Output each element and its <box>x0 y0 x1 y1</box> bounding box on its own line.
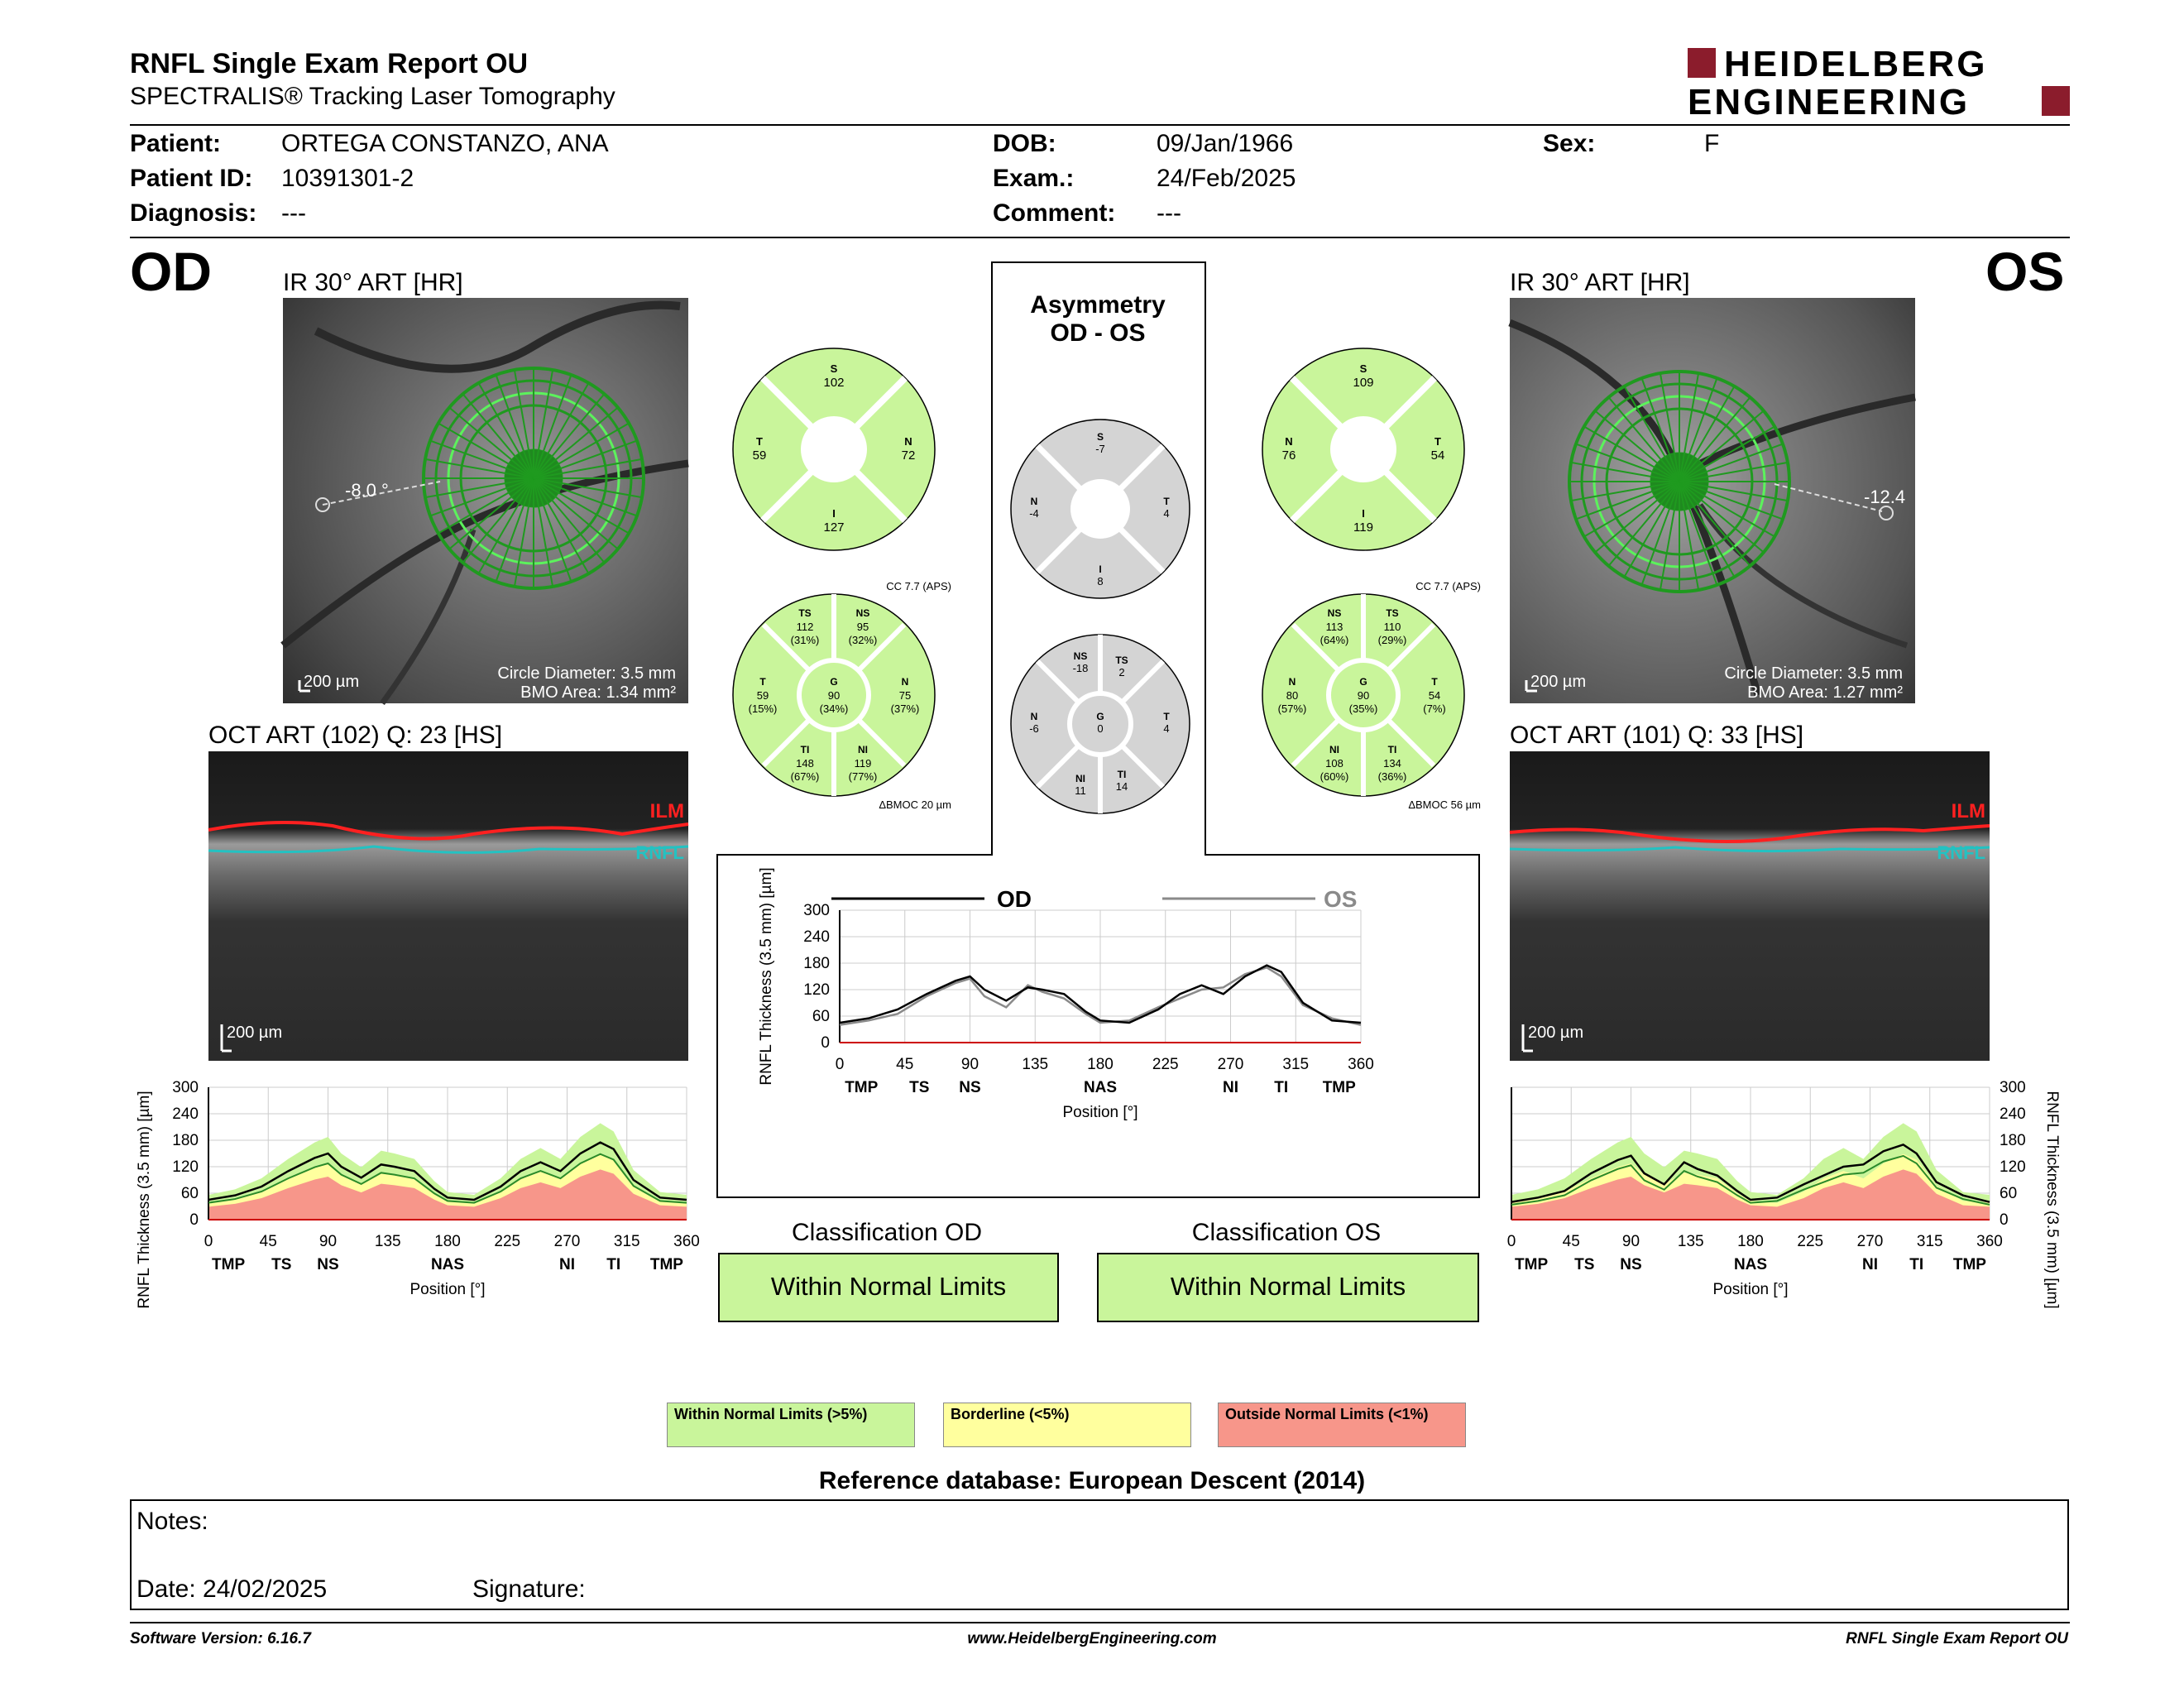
x-axis-label: Position [°] <box>410 1281 486 1298</box>
os-ilm-label: ILM <box>1951 800 1985 822</box>
svg-text:G: G <box>830 676 838 688</box>
notes-label: Notes: <box>136 1508 208 1535</box>
x-tick-label: 270 <box>553 1233 581 1250</box>
x-tick-label: 180 <box>1737 1233 1764 1250</box>
os-bmo-area: BMO Area: 1.27 mm² <box>1747 683 1903 702</box>
asym-sector6-circle <box>1011 635 1190 813</box>
x-tick-label: 45 <box>1562 1233 1580 1250</box>
svg-text:N: N <box>1030 496 1038 507</box>
sector-label: TI <box>606 1256 621 1273</box>
os-thickness-chart <box>1502 1067 2064 1316</box>
svg-text:108: 108 <box>1325 757 1343 770</box>
svg-text:(7%): (7%) <box>1423 703 1446 715</box>
os-angle: -12.4 <box>1864 487 1906 507</box>
svg-text:NI: NI <box>1329 744 1339 755</box>
svg-text:90: 90 <box>1357 689 1370 702</box>
x-tick-label: 315 <box>1282 1056 1310 1073</box>
y-tick-label: 240 <box>803 928 830 946</box>
svg-text:N: N <box>1285 435 1293 448</box>
classification-od-box: Within Normal Limits <box>718 1253 1059 1322</box>
svg-text:G: G <box>1096 711 1104 722</box>
reference-database: Reference database: European Descent (2014) <box>818 1467 1366 1494</box>
od-ir-overlay <box>283 298 688 703</box>
x-tick-label: 315 <box>1916 1233 1943 1250</box>
os-rnfl-label: RNFL <box>1937 842 1985 863</box>
os-oct-title: OCT ART (101) Q: 33 [HS] <box>1510 722 1804 749</box>
x-tick-label: 225 <box>1152 1056 1179 1073</box>
sector-label: NAS <box>1083 1079 1118 1096</box>
od-rnfl-label: RNFL <box>635 842 684 863</box>
sector-label: NI <box>1223 1079 1238 1096</box>
y-tick-label: 0 <box>821 1034 830 1052</box>
sector-label: NI <box>1862 1256 1878 1273</box>
svg-text:(77%): (77%) <box>848 770 878 783</box>
od-s4-s: 102 <box>823 376 845 390</box>
dob-label: DOB: <box>993 130 1056 157</box>
svg-text:(37%): (37%) <box>890 703 920 715</box>
svg-text:90: 90 <box>827 689 841 702</box>
x-tick-label: 180 <box>434 1233 461 1250</box>
sector-label: TS <box>1574 1256 1595 1273</box>
patient-id: 10391301-2 <box>281 165 414 192</box>
svg-text:14: 14 <box>1115 780 1128 793</box>
svg-text:54: 54 <box>1430 448 1445 463</box>
svg-text:(15%): (15%) <box>748 703 778 715</box>
diagnosis-label: Diagnosis: <box>130 199 257 227</box>
svg-text:75: 75 <box>898 689 912 702</box>
svg-text:(34%): (34%) <box>819 703 849 715</box>
website: www.HeidelbergEngineering.com <box>967 1630 1217 1647</box>
sector-label: TI <box>1274 1079 1289 1096</box>
svg-text:I: I <box>1099 563 1102 575</box>
classification-od-title: Classification OD <box>791 1219 983 1246</box>
svg-text:I: I <box>1362 507 1365 520</box>
svg-text:T: T <box>756 435 763 448</box>
x-tick-label: 90 <box>318 1233 338 1250</box>
od-eye-label: OD <box>130 241 212 302</box>
svg-text:54: 54 <box>1428 689 1441 702</box>
legend-wnl: Within Normal Limits (>5%) <box>667 1403 915 1447</box>
od-s4-i: 127 <box>823 520 845 535</box>
svg-text:113: 113 <box>1325 621 1343 633</box>
svg-text:TI: TI <box>1117 769 1127 780</box>
svg-text:T: T <box>1163 496 1170 507</box>
od-s4-t: 59 <box>752 448 767 463</box>
svg-text:(67%): (67%) <box>790 770 820 783</box>
x-tick-label: 360 <box>673 1233 700 1250</box>
y-tick-label: 240 <box>172 1105 199 1123</box>
x-tick-label: 135 <box>374 1233 401 1250</box>
diagnosis-value: --- <box>281 199 306 227</box>
svg-text:(36%): (36%) <box>1377 770 1407 783</box>
od-ilm-label: ILM <box>649 800 684 822</box>
asymmetry-title-1: Asymmetry <box>1030 291 1166 319</box>
svg-text:S: S <box>1096 431 1104 443</box>
report-name-footer: RNFL Single Exam Report OU <box>1846 1630 2068 1647</box>
svg-text:TS: TS <box>1115 655 1128 666</box>
od-cc: CC 7.7 (APS) <box>886 580 951 592</box>
y-tick-label: 300 <box>172 1079 199 1096</box>
svg-text:-7: -7 <box>1095 443 1105 455</box>
x-tick-label: 225 <box>494 1233 521 1250</box>
asym-sector4-circle <box>1011 420 1190 598</box>
svg-text:T: T <box>759 676 766 688</box>
od-angle: -8.0 ° <box>345 480 389 501</box>
os-circle-diameter: Circle Diameter: 3.5 mm <box>1724 664 1903 683</box>
x-tick-label: 315 <box>613 1233 640 1250</box>
od-ir-title: IR 30° ART [HR] <box>283 269 463 296</box>
footer-divider <box>130 1622 2070 1623</box>
svg-text:(29%): (29%) <box>1377 634 1407 646</box>
y-tick-label: 120 <box>172 1158 199 1176</box>
y-tick-label: 120 <box>2000 1158 2026 1176</box>
os-ir-overlay <box>1510 298 1915 703</box>
os-oct-image <box>1510 751 1990 1061</box>
sector-label: NS <box>959 1079 981 1096</box>
sex-label: Sex: <box>1543 130 1596 157</box>
x-tick-label: 0 <box>204 1233 213 1250</box>
svg-text:N: N <box>904 435 912 448</box>
svg-text:TI: TI <box>800 744 810 755</box>
svg-text:NI: NI <box>858 744 868 755</box>
svg-text:S: S <box>1359 362 1367 375</box>
od-ir-scale: 200 µm <box>304 673 360 691</box>
od-s4-n: 72 <box>901 448 916 463</box>
os-cc: CC 7.7 (APS) <box>1415 580 1481 592</box>
comment-value: --- <box>1157 199 1181 227</box>
svg-text:4: 4 <box>1163 722 1170 735</box>
svg-text:NS: NS <box>855 607 870 619</box>
od-sector6-circle <box>733 580 951 811</box>
sector-label: NS <box>1620 1256 1642 1273</box>
os-ir-title: IR 30° ART [HR] <box>1510 269 1690 296</box>
dob-value: 09/Jan/1966 <box>1157 130 1294 157</box>
svg-text:(60%): (60%) <box>1320 770 1349 783</box>
patient-label: Patient: <box>130 130 222 157</box>
svg-text:N: N <box>901 676 909 688</box>
info-divider <box>130 237 2070 238</box>
od-circle-diameter: Circle Diameter: 3.5 mm <box>497 664 676 683</box>
sector-label: TMP <box>1515 1256 1549 1273</box>
svg-text:8: 8 <box>1097 575 1104 587</box>
od-oct-title: OCT ART (102) Q: 23 [HS] <box>208 722 503 749</box>
y-tick-label: 60 <box>180 1185 199 1202</box>
logo-line1: HEIDELBERG <box>1724 44 1988 84</box>
svg-text:80: 80 <box>1286 689 1299 702</box>
sector-label: NAS <box>1733 1256 1768 1273</box>
od-sector4-circle <box>733 348 935 550</box>
svg-text:S: S <box>830 362 838 375</box>
header-divider <box>130 124 2070 126</box>
date-label: Date: 24/02/2025 <box>136 1575 328 1603</box>
report-title: RNFL Single Exam Report OU <box>130 48 529 79</box>
od-oct-scale: 200 µm <box>227 1024 283 1042</box>
od-ir-image <box>283 298 688 703</box>
sector-label: TS <box>909 1079 930 1096</box>
sector-label: NS <box>317 1256 339 1273</box>
svg-text:59: 59 <box>756 689 769 702</box>
y-tick-label: 300 <box>2000 1079 2026 1096</box>
sector-label: TI <box>1909 1256 1924 1273</box>
x-tick-label: 270 <box>1217 1056 1244 1073</box>
x-tick-label: 225 <box>1797 1233 1824 1250</box>
svg-text:134: 134 <box>1383 757 1401 770</box>
y-axis-label: RNFL Thickness (3.5 mm) [µm] <box>136 1091 153 1309</box>
svg-text:95: 95 <box>856 621 869 633</box>
y-tick-label: 60 <box>812 1008 830 1025</box>
svg-text:76: 76 <box>1281 448 1296 463</box>
sector-label: TMP <box>845 1079 879 1096</box>
classification-os-title: Classification OS <box>1191 1219 1382 1246</box>
svg-text:0: 0 <box>1097 722 1104 735</box>
y-tick-label: 60 <box>2000 1185 2018 1202</box>
y-axis-label: RNFL Thickness (3.5 mm) [µm] <box>2043 1091 2061 1309</box>
x-tick-label: 45 <box>896 1056 914 1073</box>
svg-text:TI: TI <box>1387 744 1397 755</box>
od-bmoc: ΔBMOC 20 µm <box>879 798 951 811</box>
svg-text:T: T <box>1163 711 1170 722</box>
svg-text:TS: TS <box>1386 607 1399 619</box>
asymmetry-title-2: OD - OS <box>1050 319 1146 347</box>
patient-name: ORTEGA CONSTANZO, ANA <box>281 130 609 157</box>
svg-text:4: 4 <box>1163 507 1170 520</box>
svg-text:109: 109 <box>1353 376 1374 390</box>
asymmetry-chart <box>745 867 1390 1142</box>
svg-text:(31%): (31%) <box>790 634 820 646</box>
sector-label: TMP <box>1322 1079 1356 1096</box>
signature-label: Signature: <box>472 1575 586 1603</box>
od-oct-image <box>208 751 688 1061</box>
x-axis-label: Position [°] <box>1712 1281 1789 1298</box>
svg-text:112: 112 <box>796 621 814 633</box>
svg-text:NS: NS <box>1073 650 1088 662</box>
x-tick-label: 0 <box>835 1056 845 1073</box>
svg-text:-18: -18 <box>1072 662 1089 674</box>
svg-text:110: 110 <box>1383 621 1401 633</box>
sector-diagrams <box>720 339 1555 819</box>
od-bmo-area: BMO Area: 1.34 mm² <box>520 683 676 702</box>
y-tick-label: 240 <box>2000 1105 2026 1123</box>
x-tick-label: 45 <box>259 1233 277 1250</box>
software-version: Software Version: 6.16.7 <box>130 1630 311 1647</box>
os-ir-scale: 200 µm <box>1530 673 1587 691</box>
comment-label: Comment: <box>993 199 1116 227</box>
sector-label: TS <box>271 1256 292 1273</box>
x-tick-label: 270 <box>1856 1233 1884 1250</box>
asym-legend-od: OD <box>997 886 1032 912</box>
os-bmoc: ΔBMOC 56 µm <box>1408 798 1481 811</box>
svg-text:-6: -6 <box>1029 722 1039 735</box>
svg-text:(32%): (32%) <box>848 634 878 646</box>
x-axis-label: Position [°] <box>1062 1104 1138 1121</box>
exam-value: 24/Feb/2025 <box>1157 165 1296 192</box>
od-thickness-chart <box>132 1067 700 1316</box>
sector-label: TMP <box>212 1256 246 1273</box>
svg-text:N: N <box>1030 711 1038 722</box>
x-tick-label: 90 <box>1621 1233 1640 1250</box>
y-tick-label: 180 <box>2000 1132 2026 1149</box>
os-sector4-circle <box>1262 348 1464 550</box>
x-tick-label: 135 <box>1022 1056 1049 1073</box>
x-tick-label: 360 <box>1976 1233 2003 1250</box>
sector-label: TMP <box>649 1256 683 1273</box>
svg-text:119: 119 <box>1353 520 1373 535</box>
legend-onl: Outside Normal Limits (<1%) <box>1218 1403 1466 1447</box>
svg-text:NI: NI <box>1075 773 1085 784</box>
svg-text:TS: TS <box>798 607 812 619</box>
heidelberg-logo <box>1688 43 2070 122</box>
svg-text:148: 148 <box>796 757 814 770</box>
os-ir-image <box>1510 298 1915 703</box>
os-oct-scale: 200 µm <box>1528 1024 1584 1042</box>
sex-value: F <box>1704 130 1720 157</box>
sector-label: TMP <box>1952 1256 1986 1273</box>
y-tick-label: 0 <box>2000 1211 2009 1229</box>
svg-text:I: I <box>832 507 836 520</box>
y-tick-label: 120 <box>803 981 830 999</box>
x-tick-label: 360 <box>1348 1056 1374 1073</box>
svg-text:NS: NS <box>1327 607 1342 619</box>
x-tick-label: 135 <box>1677 1233 1704 1250</box>
notes-box[interactable] <box>130 1499 2069 1610</box>
asym-legend-os: OS <box>1324 886 1358 912</box>
y-tick-label: 180 <box>803 955 830 972</box>
svg-text:(64%): (64%) <box>1320 634 1349 646</box>
logo-line2: ENGINEERING <box>1688 82 1971 122</box>
x-tick-label: 180 <box>1087 1056 1114 1073</box>
report-subtitle: SPECTRALIS® Tracking Laser Tomography <box>130 83 615 110</box>
y-tick-label: 300 <box>803 902 830 919</box>
legend-borderline: Borderline (<5%) <box>943 1403 1191 1447</box>
sector-label: NAS <box>430 1256 465 1273</box>
svg-text:119: 119 <box>854 757 872 770</box>
svg-text:2: 2 <box>1118 666 1125 679</box>
svg-text:T: T <box>1434 435 1441 448</box>
svg-text:G: G <box>1359 676 1367 688</box>
svg-text:(35%): (35%) <box>1348 703 1378 715</box>
x-tick-label: 0 <box>1506 1233 1516 1250</box>
y-tick-label: 180 <box>172 1132 199 1149</box>
svg-text:-4: -4 <box>1029 507 1039 520</box>
svg-text:(57%): (57%) <box>1277 703 1307 715</box>
svg-text:11: 11 <box>1075 784 1086 797</box>
y-tick-label: 0 <box>189 1211 199 1229</box>
x-tick-label: 90 <box>960 1056 979 1073</box>
classification-os-box: Within Normal Limits <box>1097 1253 1479 1322</box>
os-eye-label: OS <box>1985 241 2065 302</box>
sector-label: NI <box>559 1256 575 1273</box>
os-sector6-circle <box>1262 580 1481 811</box>
svg-text:N: N <box>1288 676 1296 688</box>
svg-text:T: T <box>1431 676 1438 688</box>
y-axis-label: RNFL Thickness (3.5 mm) [µm] <box>758 867 775 1086</box>
exam-label: Exam.: <box>993 165 1075 192</box>
patient-id-label: Patient ID: <box>130 165 253 192</box>
